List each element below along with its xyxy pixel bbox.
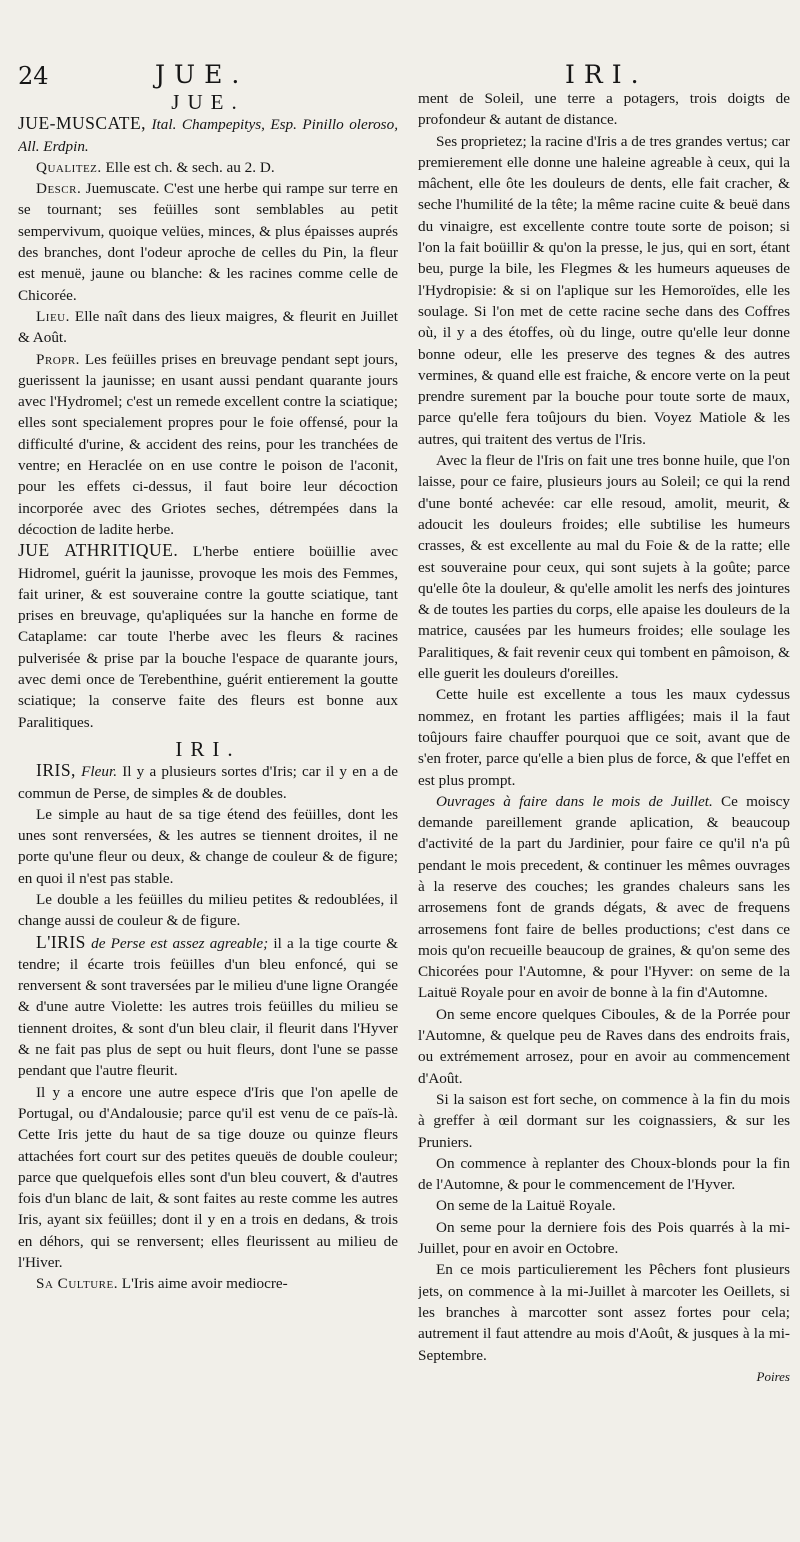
entry-iris [18,760,398,804]
paragraph-saison: Si la saison est fort seche, on commence à la fin du mois à greffer à œil dormant sur les coignassiers, & sur les Pruniers. [418,1090,790,1151]
paragraph-qualitez [18,157,398,178]
paragraph-ciboules: On seme encore quelques Ciboules, & de la Porrée pour l'Automne, & quelque peu de Raves dans des endroits frais, ou extrémement arrosez, pour en avoir au commencement d'Août. [418,1005,790,1087]
paragraph-ouvrages [418,791,790,1004]
paragraph-text: Elle naît dans des lieux maigres, & fleurit en Juillet & Août. [18,307,398,347]
entry-names: Ital. Champepitys, Esp. Pinillo oleroso, All. Erdpin. [18,116,398,155]
page-number: 24 [18,62,49,90]
running-head-right: IRI. [565,60,648,89]
section-title-iri: IRI. [175,736,241,761]
section-title-jue: JUE. [171,92,245,114]
paragraph-label: Lieu. [36,307,70,325]
left-column [18,92,398,1522]
right-column [418,88,790,1518]
entry-italic: de Perse est assez agreable; [85,934,269,952]
entry-text: L'herbe entiere boüillie avec Hidromel, guérit la jaunisse, provoque les mois des Femmes, fait uriner, & est souveraine contre la goutte sciatique, tant prises en breuvage, qu'apliquées sur la hanche en forme de Cataplame: car toute l'herbe avec les fleurs & racines pulverisée & prise par la bouche l'espace de quarante jours, avec demi once de Terebenthine, guérit entierement la goutte sciatique; la conserve faite des fleurs est bonne aux Paralitiques. [18,543,398,731]
entry-text: Il y a plusieurs sortes d'Iris; car il y en a de commun de Perse, de simples & de doubles. [18,763,398,802]
paragraph-laitue: On seme de la Laituë Royale. [436,1197,616,1215]
running-head [0,58,800,90]
entry-head: JUE-MUSCATE, [18,113,147,134]
paragraph-text: Elle est ch. & sech. au 2. D. [101,158,275,176]
entry-text: il a la tige courte & tendre; il écarte trois feüilles d'un bleu enfoncé, qui se renversent & sont traversées par le milieu d'une ligne Orangée & d'une autre Violette: les autres trois feüilles du milieu se tiennent droites, & sont d'un bleu clair, il fleurit dans l'Hyver & ne fait pas plus de sept ou huit fleurs, dont l'une se passe pendant que l'autre fleurit. [18,934,398,1080]
paragraph-label: Qualitez. [36,158,102,176]
paragraph-propr [18,349,398,541]
paragraph-pechers: En ce mois particulierement les Pêchers font plusieurs jets, on commence à la mi-Juillet à marcoter les Oeillets, si les branches à marcotter sont assez fortes pour cela; autrement il faut attendre au mois d'Août, & jusques à la mi-Septembre. [418,1261,790,1364]
paragraph-text: Juemuscate. C'est une herbe qui rampe sur terre en se tournant; ses feüilles sont semblables au petit sempervivum, quoique velües, minces, & plus épaisses auprés des branches, dont l'odeur aproche de celles du Pin, la fleur est menuë, jaune ou blanche: & les racines comme celle de Chicorée. [18,180,398,304]
paragraph-italic-head: Ouvrages à faire dans le mois de Juillet. [436,792,713,810]
entry-italic: Fleur. [75,763,117,781]
paragraph-choux: On commence à replanter des Choux-blonds pour la fin de l'Automne, & pour le commencement de l'Hyver. [418,1154,790,1194]
paragraph-double: Le double a les feüilles du milieu petites & redoublées, il change aussi de couleur & de figure. [18,890,398,930]
paragraph-descr [18,178,398,306]
entry-iris-de-perse [18,932,398,1082]
running-head-left: JUE. [155,60,249,89]
paragraph-culture [18,1273,398,1294]
paragraph-text: Ce moiscy demande pareillement grande aplication, & beaucoup d'activité de la part du Jardinier, pour faire ce qu'il n'a pû pendant le mois precedent, & continuer les mêmes ouvrages à la reserve des couches; les grandes chaleurs sans les arrosemens font de grands dégats, & avec de frequens arrosemens font faire de belles productions; c'est dans ce mois qu'on recueille beaucoup de graines, & qu'on seme des Chicorées pour l'Automne, & pour l'Hyver: on seme de la Laituë Royale pour en avoir de bonne à la fin d'Automne. [418,792,790,1002]
paragraph-portugal: Il y a encore une autre espece d'Iris que l'on apelle de Portugal, ou d'Andalousie; parce qu'il est venu de ce païs-là. Cette Iris jette du haut de sa tige douze ou quinze fleurs attachées fort court sur des petites queuës de double couleur; parce que quelquefois elles sont d'un bleu couvert, & d'autres fois d'un blanc de lait, & sont faites au reste comme les autres Iris, ayant six feüilles; dont il y en a trois en dedans, & trois en déhors, qui se renversent; elles fleurissent au milieu de l'Hiver. [18,1083,398,1272]
paragraph-text: L'Iris aime avoir mediocre- [118,1275,288,1293]
entry-head: JUE ATHRITIQUE. [18,540,179,561]
paragraph-cette-huile: Cette huile est excellente a tous les maux cydessus nommez, en frotant les parties affligées; mais il la faut toûjours faire chauffer pourquoi que ce soit, avant que de s'en froter, parce qu'elle a bien plus de force, & que l'effet en est plus prompt. [418,686,790,789]
paragraph-text: Les feüilles prises en breuvage pendant sept jours, guerissent la jaunisse; en usant aussi pendant quarante jours avec l'Hydromel; c'est un remede excellent contre la sciatique; elles sont specialement propres pour le foie offensé, pour la difficulté d'urine, & accident des reins, pour les tranchées de ventre; en Heraclée on en use contre le poison de l'aconit, pour les effets ci-dessus, il faut boire leur décoction incorporée avec des Griotes seches, détrempées dans la décoction de ladite herbe. [18,350,398,538]
paragraph-simple: Le simple au haut de sa tige étend des feüilles, dont les unes sont renversées, & les autres se tiennent droites, il ne porte qu'une fleur ou deux, & change de couleur & de figure; en quoi il n'est pas stable. [18,805,398,887]
paragraph-pois: On seme pour la derniere fois des Pois quarrés à la mi-Juillet, pour en avoir en Octobre. [418,1218,790,1258]
paragraph-label: Propr. [36,350,80,368]
paragraph-label: Sa Culture. [36,1275,118,1293]
paragraph-continuation: ment de Soleil, une terre a potagers, trois doigts de profondeur & autant de distance. [418,90,790,129]
paragraph-lieu [18,306,398,349]
catchword: Poires [756,1368,790,1384]
paragraph-huile: Avec la fleur de l'Iris on fait une tres bonne huile, que l'on laisse, pour ce faire, plusieurs jours au Soleil; ce qui la rend d'une bonté achevée: car elle resoud, amolit, meurit, & adoucit les douleurs froides; elle subtilise les humeurs crasses, & est excellente au mal du Foie & de la ratte; elle est souveraine pour ceux, qui sont sujets à la goûte; parce qu'elle ôte la douleur, & qu'elle amolit les nerfs des jointures & de toutes les parties du corps, elle apaise les douleurs de la matrice, causées par les humeurs froides; elle soulage les Paralitiques, & fait revenir ceux qui tombent en pâmoison, & elle guerit les douleurs d'oreilles. [418,452,790,683]
entry-jue-muscate [18,113,398,157]
paragraph-proprietez: Ses proprietez; la racine d'Iris a de tres grandes vertus; car premierement elle donne une haleine agreable à ceux, qui la mâchent, elle ôte les douleurs de dents, elle fait cracher, & seche l'humilité de la tête; la même racine cuite & beuë dans du vinaigre, est excellente contre toute sorte de poison; si l'on la fait boüillir & qu'on la presse, le jus, qui en sort, étant beu, purge la bile, les Flegmes & les humeurs aqueuses de l'Hydropisie: & si on l'aplique sur les Hemoroïdes, elle les soulage. Si l'on met de cette racine seche dans des Coffres où, il y a des étoffes, où du linge, outre qu'elle leur donne bonne odeur, elle les preserve des tegnes & des autres vermines, & quand elle est fraiche, & encore verte on la peut prendre surement par la bouche pour toute sorte de maux, parce qu'elle fera toûjours du bien. Voyez Matiole & les autres, qui traitent des vertus de l'Iris. [418,132,790,448]
entry-head: L'IRIS [36,931,86,952]
entry-jue-athritique [18,540,398,733]
paragraph-label: Descr. [36,180,82,198]
entry-head: IRIS, [36,760,76,781]
